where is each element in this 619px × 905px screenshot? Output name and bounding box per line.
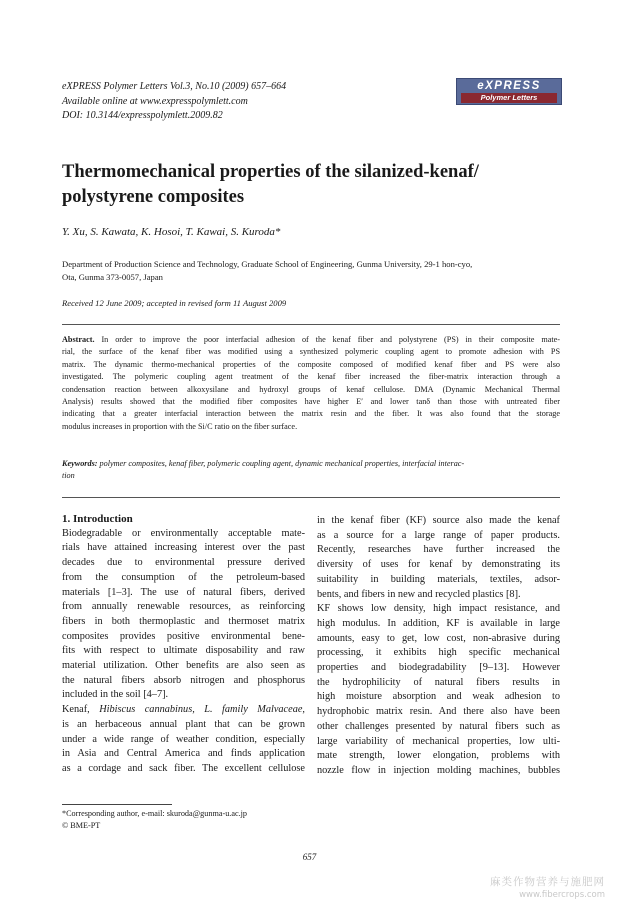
- logo-bottom-text: Polymer Letters: [461, 93, 557, 103]
- received-dates: Received 12 June 2009; accepted in revised form 11 August 2009: [62, 298, 287, 308]
- kenaf-end: ,: [302, 704, 305, 716]
- body-line: fits with respect to ultimate disposability and raw: [62, 645, 305, 657]
- title-line: Thermomechanical properties of the silanized-kenaf/: [62, 162, 479, 182]
- journal-citation: eXPRESS Polymer Letters Vol.3, No.10 (2009) 657–664: [62, 81, 287, 92]
- body-line: high modulus. In addition, KF is available in large: [317, 617, 560, 629]
- body-line: the hydrophilicity of natural fibers results in: [317, 676, 560, 688]
- body-line: amounts, easy to get, low cost, non-abrasive during: [317, 632, 560, 644]
- abstract-line: condensation reaction between alkoxysilane and hydroxyl groups of kenaf cellulose. DMA (Dynamic Mechanical Thermal: [62, 384, 560, 394]
- abstract-line: rial, the surface of the kenaf fiber was modified using a synthesized polymeric coupling agent to promote adhesion with PS: [62, 347, 560, 357]
- body-line: Recently, researches have further increased the: [317, 544, 560, 556]
- body-line: in Asia and Central America and finds application: [62, 748, 305, 760]
- journal-url: Available online at www.expresspolymlett.com: [62, 95, 248, 107]
- abstract-line: [62, 334, 560, 346]
- body-line: is an herbaceous annual plant that can be grown: [62, 718, 305, 730]
- section-heading: 1. Introduction: [62, 513, 133, 525]
- watermark-url: www.fibercrops.com: [519, 890, 605, 900]
- body-line: fibers in both thermoplastic and thermoset matrix: [62, 615, 305, 627]
- abstract-line: investigated. The polymeric coupling agent treatment of the kenaf fiber increased the fiber-matrix interaction through a: [62, 372, 560, 382]
- abstract-line: Analysis) results showed that the modified fiber composites have higher E′ and lower tanδ than those with untreated fiber: [62, 397, 560, 407]
- body-line: other challenges presented by natural fibers such as: [317, 720, 560, 732]
- paper-title: [62, 160, 542, 210]
- body-line: in the kenaf fiber (KF) source also made the kenaf: [317, 515, 560, 526]
- body-line: material utilization. Other benefits are also seen as: [62, 660, 305, 672]
- footnote-divider: [62, 804, 172, 805]
- journal-info: [62, 80, 362, 124]
- keywords-line: tion: [62, 471, 75, 481]
- body-line: as a cordage and sack fiber. The excellent cellulose: [62, 762, 305, 774]
- body-line: high moisture absorption and weak adhesion to: [317, 691, 560, 703]
- keywords-text: polymer composites, kenaf fiber, polymeric coupling agent, dynamic mechanical properties, interfacial interac-: [97, 459, 465, 468]
- body-line: from the consumption of the petroleum-based: [62, 571, 305, 583]
- journal-logo: [456, 78, 562, 105]
- watermark: [490, 874, 605, 900]
- copyright: © BME-PT: [62, 820, 101, 830]
- watermark-title: 麻类作物营养与施肥网: [490, 876, 605, 888]
- body-line: mate strength, lower elongation, problems with: [317, 750, 560, 762]
- abstract-line: matrix. The dynamic thermo-mechanical properties of the composite composed of modified kenaf fiber and PS were also: [62, 359, 560, 369]
- body-line: from annually renewable resources, as reinforcing: [62, 601, 305, 613]
- body-line: the natural fibers absorb nitrogen and phosphorus: [62, 674, 305, 686]
- body-line: materials [1–3]. The use of natural fibers, derived: [62, 586, 305, 598]
- affiliation-line: Ota, Gunma 373-0057, Japan: [62, 272, 163, 282]
- divider-bottom: [62, 497, 560, 498]
- keywords-line: [62, 458, 560, 470]
- body-line: [62, 703, 305, 718]
- affiliation: [62, 258, 562, 284]
- column-right: [317, 514, 560, 779]
- journal-doi: DOI: 10.3144/expresspolymlett.2009.82: [62, 110, 223, 121]
- logo-top-text: eXPRESS: [477, 80, 541, 92]
- title-line: polystyrene composites: [62, 187, 245, 207]
- body-line: as a source for a large range of paper products.: [317, 529, 560, 541]
- column-left: [62, 512, 305, 777]
- body-line: composites provides positive environmental bene-: [62, 630, 305, 642]
- abstract-first-line: In order to improve the poor interfacial adhesion of the kenaf fiber and polystyrene (PS) in their composite mate-: [94, 335, 560, 344]
- body-line: nozzle flow in injection molding machines, bubbles: [317, 764, 560, 776]
- body-line: decades due to environmental pressure derived: [62, 557, 305, 569]
- keywords-label: Keywords:: [62, 459, 98, 468]
- body-line: rials have attained increasing interest over the past: [62, 542, 305, 554]
- abstract-line: indicating that a greater interfacial interaction between the matrix resin and the fiber. It was also found that the storage: [62, 409, 560, 419]
- corresponding-author: *Corresponding author, e-mail: skuroda@gunma-u.ac.jp: [62, 809, 248, 818]
- body-line: bents, and fibers in new and recycled plastics [8].: [317, 588, 521, 600]
- kenaf-species: Hibiscus cannabinus, L. family Malvaceae: [99, 704, 303, 716]
- body-line: KF shows low density, high impact resistance, and: [317, 603, 560, 615]
- body-line: Biodegradable or environmentally acceptable mate-: [62, 527, 305, 539]
- authors: Y. Xu, S. Kawata, K. Hosoi, T. Kawai, S. Kuroda*: [62, 226, 281, 238]
- body-line: suitability in building materials, textiles, adsor-: [317, 573, 560, 585]
- page-number: 657: [302, 852, 317, 862]
- abstract: [62, 334, 560, 433]
- footnote: [62, 808, 247, 831]
- divider-top: [62, 324, 560, 325]
- kenaf-start: Kenaf,: [62, 704, 100, 716]
- affiliation-line: Department of Production Science and Technology, Graduate School of Engineering, Gunma University, 29-1 hon-cyo,: [62, 259, 473, 269]
- body-line: included in the soil [4–7].: [62, 689, 169, 701]
- keywords: [62, 458, 560, 483]
- abstract-line: modulus increases in proportion with the Si/C ratio on the fiber surface.: [62, 421, 298, 431]
- body-line: large variability of mechanical properties, low ulti-: [317, 735, 560, 747]
- body-line: hydrophobic matrix resin. And there also have been: [317, 706, 560, 718]
- body-line: diversity of uses for kenaf by demonstrating its: [317, 559, 560, 571]
- body-line: under a wide range of weather condition, especially: [62, 733, 305, 745]
- abstract-label: Abstract.: [62, 335, 95, 344]
- body-line: processing, it exhibits high specific mechanical: [317, 647, 560, 659]
- body-line: properties and biodegradability [9–13]. However: [317, 662, 560, 674]
